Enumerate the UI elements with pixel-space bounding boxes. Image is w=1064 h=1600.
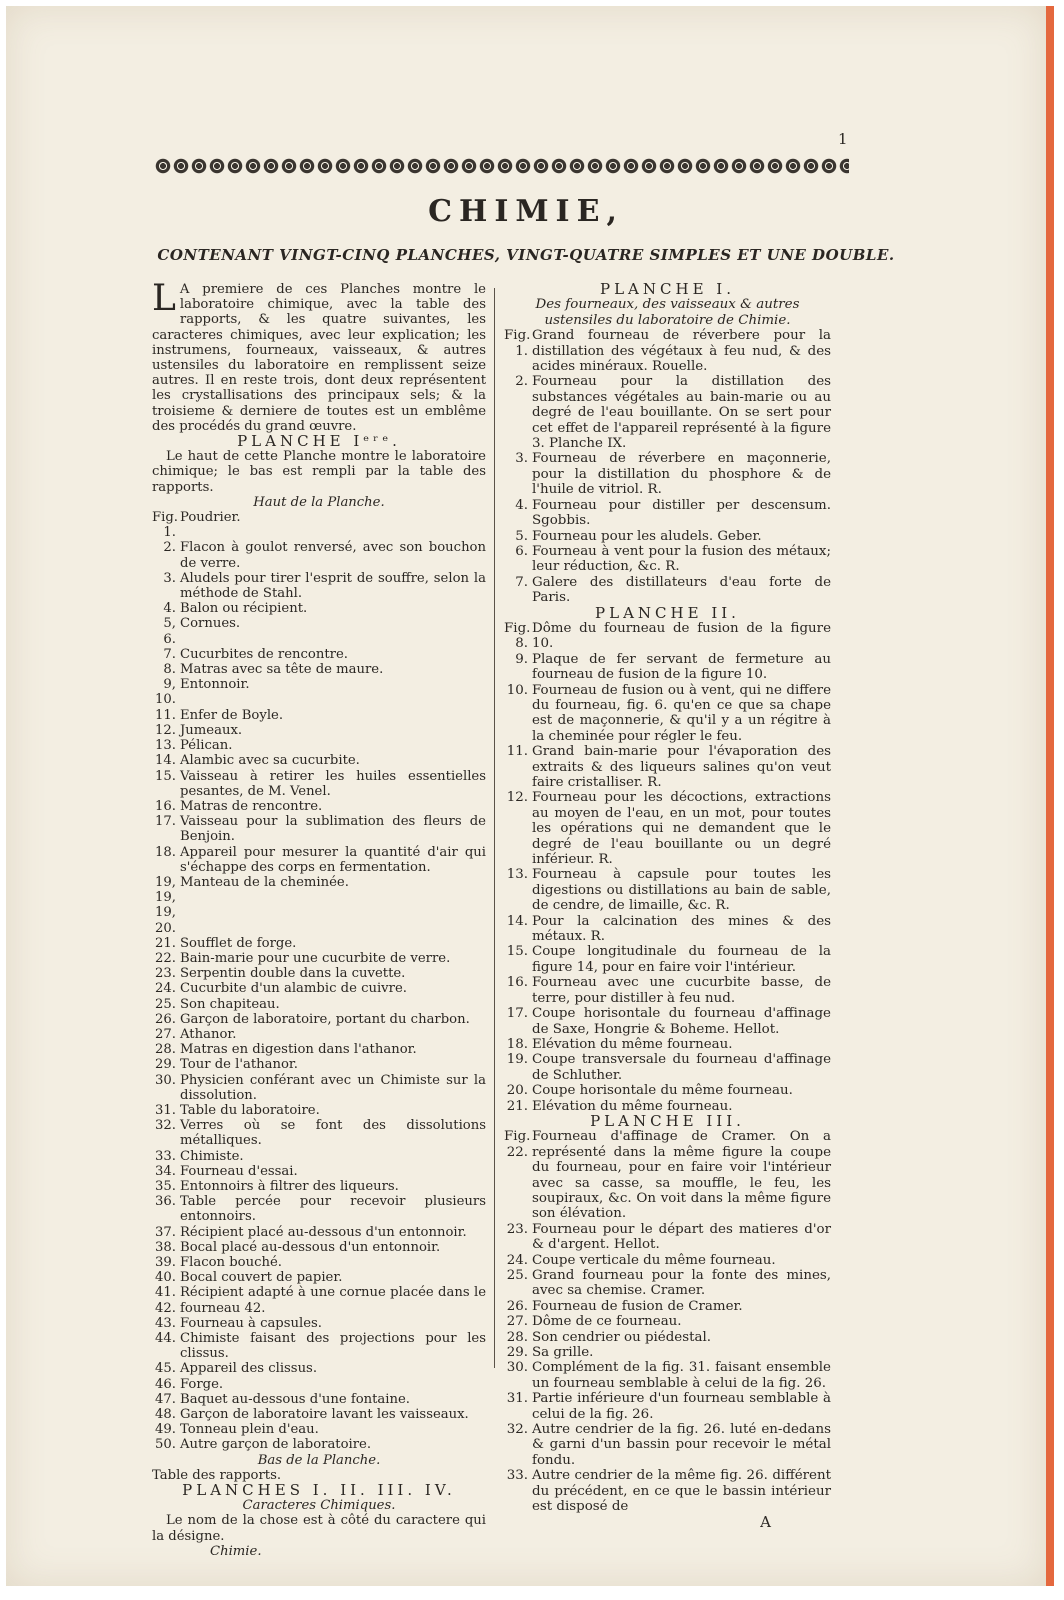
list-item: [152, 753, 486, 768]
item-text: Elévation du même fourneau.: [532, 1098, 733, 1114]
item-number: 39.: [155, 1255, 176, 1270]
item-number: 12.: [506, 790, 528, 806]
item-number: 17.: [506, 1006, 528, 1022]
drop-cap: L: [152, 278, 176, 319]
item-number: 45.: [155, 1361, 176, 1377]
item-text: Alambic avec sa cucurbite.: [180, 753, 360, 769]
item-text: Tonneau plein d'eau.: [180, 1422, 319, 1438]
item-number: 47.: [155, 1391, 176, 1407]
item-text: Entonnoir.: [180, 677, 250, 693]
list-item: [504, 867, 831, 913]
list-item: [152, 647, 486, 662]
list-item: [152, 981, 486, 996]
item-text: Entonnoirs à filtrer des liqueurs.: [180, 1178, 399, 1194]
item-text: Matras en digestion dans l'athanor.: [180, 1042, 417, 1058]
intro-paragraph: [152, 278, 486, 434]
item-number: 23.: [155, 966, 176, 982]
caracteres-heading: Caracteres Chimiques.: [242, 1498, 396, 1514]
item-number: 11.: [155, 707, 176, 723]
list-item: [152, 1118, 486, 1148]
list-item: [504, 1222, 831, 1253]
page-subtitle: CONTENANT VINGT-CINQ PLANCHES, VINGT-QUATRE SIMPLES ET UNE DOUBLE.: [157, 246, 895, 264]
item-number: 28.: [155, 1042, 176, 1058]
list-item: [504, 1083, 831, 1098]
item-number: 19, 19, 19, 20.: [155, 874, 176, 936]
item-number: 2.: [515, 374, 528, 390]
item-number: 12.: [155, 722, 176, 738]
list-item: [504, 1052, 831, 1083]
list-item: [152, 769, 486, 799]
item-text: Soufflet de forge.: [180, 935, 297, 951]
list-item: [504, 683, 831, 745]
list-item: [504, 1330, 831, 1345]
item-number: 32.: [155, 1118, 176, 1134]
list-item: [152, 510, 486, 540]
planches-heading: PLANCHES I. II. III. IV.: [182, 1481, 456, 1500]
item-number: 25.: [155, 996, 176, 1012]
item-text: Fourneau de fusion de Cramer.: [532, 1298, 743, 1314]
list-item: [152, 875, 486, 936]
item-text: Coupe transversale du fourneau d'affinage de Schluther.: [532, 1052, 831, 1083]
item-text: Coupe horisontale du même fourneau.: [532, 1083, 793, 1099]
list-item: [152, 997, 486, 1012]
item-text: Balon ou récipient.: [180, 601, 308, 617]
item-number: 17.: [155, 814, 176, 830]
item-text: Fourneau d'affinage de Cramer. On a représenté dans la même figure la coupe du fourneau, pour en faire voir l'intérieur avec sa casse, sa mouffle, le feu, les soupiraux, &c. On voit dans la même figure son élévation.: [532, 1129, 831, 1222]
item-text: Fourneau à capsules.: [180, 1315, 322, 1331]
list-item: [152, 936, 486, 951]
list-item: [504, 914, 831, 945]
item-text: Partie inférieure d'un fourneau semblable à celui de la fig. 26.: [532, 1391, 831, 1422]
item-number: 7.: [163, 646, 176, 662]
item-number: 30.: [155, 1072, 176, 1088]
item-number: 11.: [506, 744, 528, 760]
item-number: 16.: [506, 975, 528, 991]
item-text: Coupe verticale du même fourneau.: [532, 1252, 776, 1268]
item-number: 5, 6.: [163, 616, 176, 647]
item-text: Fourneau à vent pour la fusion des métaux; leur réduction, &c. R.: [532, 543, 831, 575]
planche-i-list: [504, 328, 831, 605]
bas-text: Table des rapports.: [152, 1467, 282, 1483]
list-item: [504, 529, 831, 544]
list-item: [152, 723, 486, 738]
item-text: Fourneau pour les aludels. Geber.: [532, 528, 762, 544]
page-title: CHIMIE,: [428, 194, 624, 229]
item-number: 9, 10.: [155, 677, 176, 708]
list-item: [152, 966, 486, 981]
item-number: Fig. 22.: [504, 1129, 531, 1160]
item-text: Table du laboratoire.: [180, 1102, 320, 1118]
list-item: [504, 374, 831, 451]
item-text: Bocal couvert de papier.: [180, 1270, 343, 1286]
item-number: Fig. 8.: [504, 620, 531, 652]
item-number: 25.: [506, 1268, 528, 1283]
item-number: 49.: [155, 1422, 176, 1438]
item-number: 44.: [155, 1331, 176, 1347]
item-text: Fourneau pour le départ des matieres d'or & d'argent. Hellot.: [532, 1221, 831, 1253]
list-item: [504, 652, 831, 683]
list-item: [152, 662, 486, 677]
item-text: Verres où se font des dissolutions métalliques.: [180, 1118, 486, 1149]
planche-ii-list: [504, 621, 831, 1114]
item-text: Flacon à goulot renversé, avec son bouchon de verre.: [180, 540, 486, 571]
item-number: 13.: [155, 738, 176, 754]
item-text: Serpentin double dans la cuvette.: [180, 966, 406, 982]
list-item: [504, 744, 831, 790]
item-number: 34.: [155, 1163, 176, 1179]
item-text: Cornues.: [180, 616, 241, 632]
item-text: Enfer de Boyle.: [180, 707, 284, 723]
item-number: 31.: [155, 1102, 176, 1118]
list-item: [504, 621, 831, 652]
item-text: Fourneau de réverbere en maçonnerie, pour la distillation du phosphore & de l'huile de vitriol. R.: [532, 451, 831, 498]
left-item-list: [152, 510, 486, 1453]
item-number: 27.: [155, 1026, 176, 1042]
item-number: 26.: [506, 1298, 528, 1314]
item-number: 50.: [155, 1437, 176, 1453]
item-text: Complément de la fig. 31. faisant ensemble un fourneau semblable à celui de la fig. 26.: [532, 1360, 831, 1391]
item-number: Fig. 1.: [504, 328, 531, 359]
item-text: Fourneau avec une cucurbite basse, de terre, pour distiller à feu nud.: [532, 975, 831, 1006]
item-number: 18.: [506, 1036, 528, 1052]
item-number: 20.: [506, 1083, 528, 1099]
item-number: 21.: [155, 935, 176, 951]
item-text: Bocal placé au-dessous d'un entonnoir.: [180, 1239, 441, 1255]
item-text: Son chapiteau.: [180, 996, 280, 1012]
list-item: [504, 328, 831, 374]
haut-heading: Haut de la Planche.: [253, 494, 385, 510]
item-number: 19.: [506, 1052, 528, 1068]
item-number: 33.: [155, 1148, 176, 1164]
list-item: [504, 1345, 831, 1360]
caracteres-text: Le nom de la chose est à côté du caractere qui la désigne.: [152, 1513, 486, 1544]
item-number: 9.: [515, 651, 528, 667]
item-text: Sa grille.: [532, 1345, 594, 1361]
list-item: [504, 944, 831, 975]
list-item: [152, 1255, 486, 1270]
item-number: 29.: [506, 1345, 528, 1361]
item-number: 28.: [506, 1329, 528, 1345]
item-text: Vaisseau pour la sublimation des fleurs de Benjoin.: [180, 814, 486, 845]
list-item: [152, 1194, 486, 1224]
list-item: [152, 1012, 486, 1027]
item-number: 26.: [155, 1011, 176, 1027]
list-item: [152, 1057, 486, 1072]
item-text: Jumeaux.: [180, 722, 243, 738]
item-number: 5.: [515, 528, 528, 544]
item-text: Dôme de ce fourneau.: [532, 1314, 682, 1330]
item-number: 2.: [163, 540, 176, 556]
item-text: Matras de rencontre.: [180, 798, 323, 814]
item-text: Autre garçon de laboratoire.: [180, 1437, 372, 1453]
item-number: 8.: [163, 662, 176, 678]
item-number: 43.: [155, 1315, 176, 1331]
item-number: 33.: [506, 1468, 528, 1484]
item-text: Dôme du fourneau de fusion de la figure 10.: [532, 620, 831, 652]
item-text: Baquet au-dessous d'une fontaine.: [180, 1391, 411, 1407]
item-number: 14.: [506, 913, 528, 929]
item-text: Fourneau pour distiller per descensum. Sgobbis.: [532, 497, 831, 529]
item-number: 40.: [155, 1270, 176, 1286]
item-text: Table percée pour recevoir plusieurs entonnoirs.: [180, 1194, 486, 1225]
item-number: 7.: [515, 574, 528, 590]
list-item: [152, 1073, 486, 1103]
item-text: Récipient placé au-dessous d'un entonnoir.: [180, 1224, 467, 1240]
list-item: [152, 1225, 486, 1240]
list-item: [152, 1392, 486, 1407]
item-text: Coupe longitudinale du fourneau de la figure 14, pour en faire voir l'intérieur.: [532, 944, 831, 975]
list-item: [152, 540, 486, 570]
list-item: [152, 799, 486, 814]
footer-word: Chimie.: [210, 1543, 262, 1559]
item-number: 3.: [515, 451, 528, 467]
item-text: Matras avec sa tête de maure.: [180, 662, 384, 678]
item-text: Fourneau de fusion ou à vent, qui ne differe du fourneau, fig. 6. qu'en ce que sa chape est de maçonnerie, & qu'il y a un régitre à la cheminée pour régler le feu.: [532, 682, 831, 744]
item-text: Grand fourneau de réverbere pour la distillation des végétaux à feu nud, & des acides minéraux. Rouelle.: [532, 328, 831, 375]
list-item: [152, 1316, 486, 1331]
item-number: 24.: [506, 1252, 528, 1268]
item-text: Fourneau pour la distillation des substances végétales au bain-marie ou au degré de l'eau bouillante. On se sert pour cet effet de l'appareil représenté à la figure 3. Planche IX.: [532, 374, 831, 452]
list-item: [152, 1103, 486, 1118]
item-number: 29.: [155, 1057, 176, 1073]
item-text: Pélican.: [180, 738, 233, 754]
item-text: Vaisseau à retirer les huiles essentielles pesantes, de M. Venel.: [180, 768, 486, 799]
list-item: [504, 1253, 831, 1268]
list-item: [152, 708, 486, 723]
page-sheet: [6, 6, 1054, 1586]
item-text: Poudrier.: [180, 510, 241, 526]
column-divider: [494, 288, 495, 1368]
list-item: [152, 738, 486, 753]
list-item: [152, 1331, 486, 1361]
item-number: 18.: [155, 844, 176, 860]
list-item: [504, 575, 831, 606]
list-item: [504, 1268, 831, 1299]
item-number: 48.: [155, 1407, 176, 1423]
list-item: [152, 1270, 486, 1285]
item-number: 15.: [155, 768, 176, 784]
list-item: [152, 1042, 486, 1057]
item-text: Cucurbites de rencontre.: [180, 646, 348, 662]
planche-1-text: Le haut de cette Planche montre le laboratoire chimique; le bas est rempli par la table des rapports.: [152, 449, 486, 495]
list-item: [152, 1240, 486, 1255]
left-column: [152, 278, 486, 1559]
item-text: Autre cendrier de la fig. 26. luté en-dedans & garni d'un bassin pour recevoir le métal fondu.: [532, 1422, 831, 1468]
item-number: 4.: [163, 601, 176, 617]
intro-text: A premiere de ces Planches montre le laboratoire chimique, avec la table des rapports, & les quatre suivantes, les caracteres chimiques, avec leur explication; les instrumens, fourneaux, vaisseaux, & autres ustensiles du laboratoire en remplissent seize autres. Il en reste trois, dont deux représentent les crystallisations des principaux sels; & la troisieme & derniere de toutes est un emblême des procédés du grand œuvre.: [152, 282, 486, 434]
list-item: [152, 601, 486, 616]
item-number: 3.: [163, 570, 176, 586]
item-number: 15.: [506, 944, 528, 960]
item-text: Bain-marie pour une cucurbite de verre.: [180, 950, 451, 966]
list-item: [504, 1299, 831, 1314]
item-text: Aludels pour tirer l'esprit de souffre, selon la méthode de Stahl.: [180, 570, 486, 602]
item-number: 14.: [155, 753, 176, 769]
item-text: Appareil des clissus.: [180, 1361, 318, 1377]
list-item: [152, 571, 486, 601]
list-item: [504, 790, 831, 867]
list-item: [504, 498, 831, 529]
planche-ii-heading: PLANCHE II.: [595, 603, 740, 622]
planche-1-heading: PLANCHE Iᵉʳᵉ.: [237, 432, 401, 451]
item-text: Fourneau d'essai.: [180, 1163, 298, 1179]
item-text: Fourneau à capsule pour toutes les digestions ou distillations au bain de sable, de cendre, de limaille, &c. R.: [532, 867, 831, 914]
list-item: [152, 814, 486, 844]
item-text: Athanor.: [180, 1026, 237, 1042]
item-text: Chimiste.: [180, 1148, 244, 1164]
list-item: [152, 1179, 486, 1194]
list-item: [152, 1422, 486, 1437]
planche-i-heading: PLANCHE I.: [600, 280, 735, 298]
item-text: Récipient adapté à une cornue placée dans le fourneau 42.: [180, 1285, 486, 1316]
list-item: [504, 544, 831, 575]
item-text: Manteau de la cheminée.: [180, 874, 349, 890]
list-item: [504, 1314, 831, 1329]
item-number: 6.: [515, 543, 528, 559]
item-text: Pour la calcination des mines & des métaux. R.: [532, 913, 831, 945]
item-number: 27.: [506, 1314, 528, 1330]
list-item: [504, 1129, 831, 1221]
item-text: Galere des distillateurs d'eau forte de Paris.: [532, 574, 831, 606]
item-number: 31.: [506, 1391, 528, 1407]
item-number: 23.: [506, 1221, 528, 1237]
ornamental-border: [154, 156, 849, 176]
item-text: Garçon de laboratoire, portant du charbon.: [180, 1011, 470, 1027]
item-number: 16.: [155, 798, 176, 814]
item-text: Tour de l'athanor.: [180, 1057, 298, 1073]
list-item: [504, 1006, 831, 1037]
list-item: [152, 951, 486, 966]
list-item: [152, 1164, 486, 1179]
list-item: [152, 1407, 486, 1422]
item-number: 21.: [506, 1098, 528, 1114]
item-number: 46.: [155, 1376, 176, 1392]
item-number: 36.: [155, 1194, 176, 1210]
item-number: 35.: [155, 1178, 176, 1194]
signature-mark: A: [760, 1512, 771, 1531]
list-item: [152, 677, 486, 707]
item-text: Appareil pour mesurer la quantité d'air qui s'échappe des corps en fermentation.: [180, 844, 486, 875]
item-number: 41. 42.: [155, 1285, 176, 1316]
item-text: Plaque de fer servant de fermeture au fourneau de fusion de la figure 10.: [532, 651, 831, 683]
item-text: Grand fourneau pour la fonte des mines, avec sa chemise. Cramer.: [532, 1268, 831, 1299]
page-number: 1: [838, 130, 848, 148]
item-text: Autre cendrier de la même fig. 26. différent du précédent, en ce que le bassin intérieur est disposé de: [532, 1468, 831, 1515]
list-item: [504, 451, 831, 497]
bas-heading: Bas de la Planche.: [257, 1452, 381, 1468]
item-text: Son cendrier ou piédestal.: [532, 1329, 711, 1345]
list-item: [152, 1377, 486, 1392]
item-number: 10.: [506, 682, 528, 698]
list-item: [504, 1391, 831, 1422]
list-item: [152, 616, 486, 646]
item-number: 13.: [506, 867, 528, 883]
list-item: [504, 1422, 831, 1468]
item-text: Chimiste faisant des projections pour les clissus.: [180, 1331, 486, 1362]
planche-iii-heading: PLANCHE III.: [590, 1111, 745, 1130]
item-number: 24.: [155, 981, 176, 997]
item-text: Flacon bouché.: [180, 1255, 282, 1270]
right-column: [504, 282, 831, 1530]
list-item: [152, 1361, 486, 1376]
item-text: Fourneau pour les décoctions, extractions au moyen de l'eau, en un mot, pour toutes les opérations qui ne demandent que le degré de l'eau bouillante ou un degré inférieur. R.: [532, 790, 831, 868]
item-number: 22.: [155, 950, 176, 966]
list-item: [152, 845, 486, 875]
item-number: 38.: [155, 1239, 176, 1255]
item-text: Physicien conférant avec un Chimiste sur la dissolution.: [180, 1072, 486, 1103]
item-number: 30.: [506, 1360, 528, 1376]
item-text: Cucurbite d'un alambic de cuivre.: [180, 981, 407, 997]
item-text: Elévation du même fourneau.: [532, 1036, 733, 1052]
list-item: [152, 1285, 486, 1315]
list-item: [504, 975, 831, 1006]
planche-i-subtitle: Des fourneaux, des vaisseaux & autres ustensiles du laboratoire de Chimie.: [535, 297, 800, 328]
list-item: [152, 1027, 486, 1042]
planche-iii-list: [504, 1129, 831, 1514]
item-text: Garçon de laboratoire lavant les vaisseaux.: [180, 1407, 469, 1423]
item-text: Coupe horisontale du fourneau d'affinage de Saxe, Hongrie & Boheme. Hellot.: [532, 1006, 831, 1037]
item-text: Forge.: [180, 1376, 224, 1392]
item-number: 4.: [515, 497, 528, 513]
item-number: Fig. 1.: [152, 510, 179, 541]
list-item: [504, 1360, 831, 1391]
list-item: [504, 1037, 831, 1052]
list-item: [504, 1468, 831, 1514]
list-item: [152, 1437, 486, 1452]
item-number: 37.: [155, 1224, 176, 1240]
item-number: 32.: [506, 1422, 528, 1438]
item-text: Grand bain-marie pour l'évaporation des extraits & des liqueurs salines qu'on veut faire cristalliser. R.: [532, 744, 831, 790]
list-item: [152, 1149, 486, 1164]
